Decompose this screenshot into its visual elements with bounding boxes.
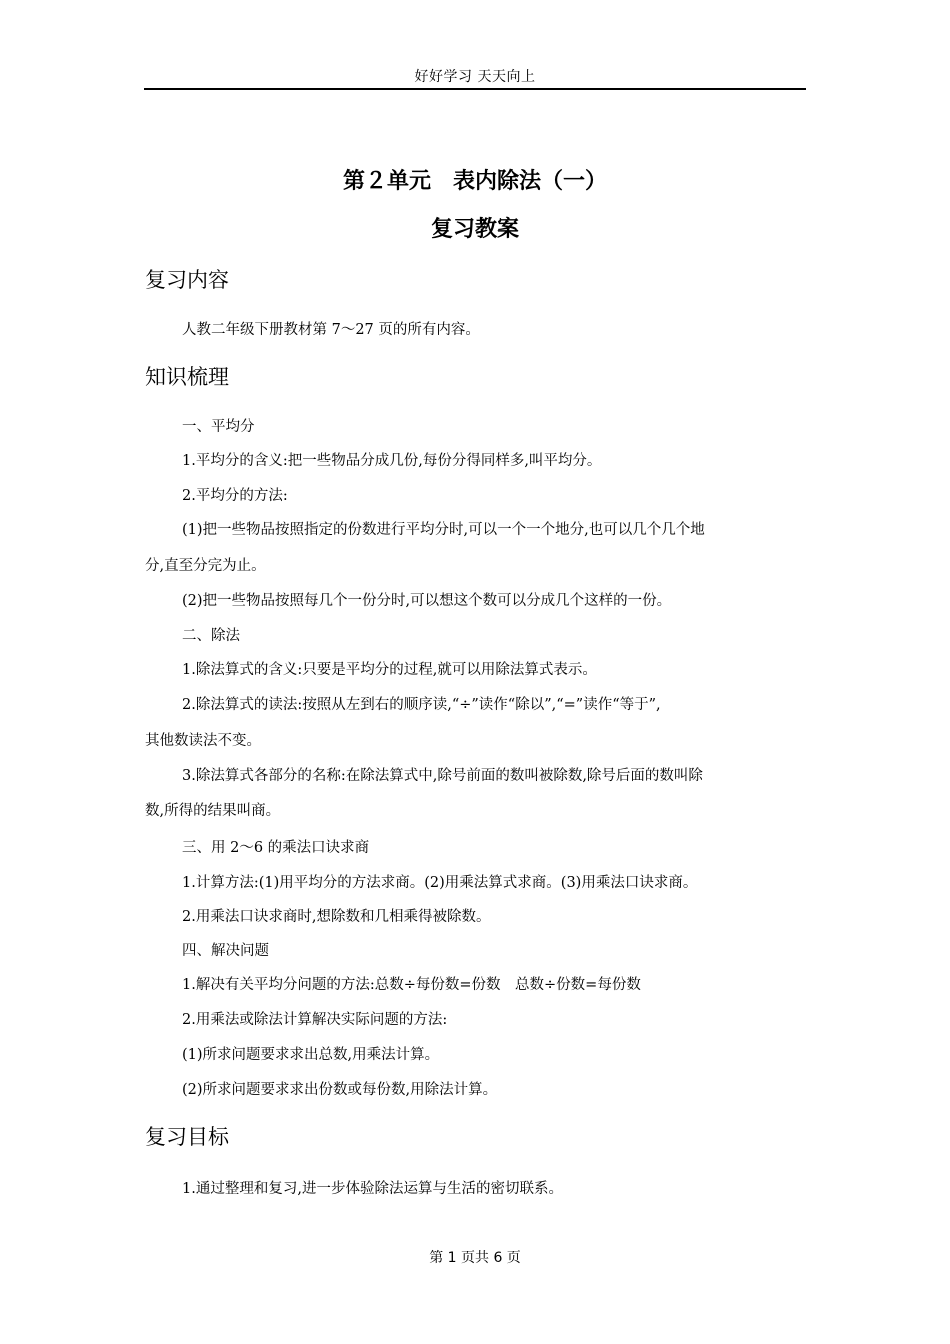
section-heading-content: 复习内容 <box>145 268 229 292</box>
page-header: 好好学习 天天向上 <box>414 69 536 85</box>
knowledge-item-title: 一、平均分 <box>182 419 255 435</box>
knowledge-paragraph: (2)把一些物品按照每几个一份分时,可以想这个数可以分成几个这样的一份。 <box>182 593 672 609</box>
knowledge-paragraph: (1)所求问题要求求出总数,用乘法计算。 <box>182 1047 440 1063</box>
knowledge-paragraph-continued: 数,所得的结果叫商。 <box>145 803 281 819</box>
knowledge-paragraph: 1.解决有关平均分问题的方法:总数÷每份数=份数 总数÷份数=每份数 <box>182 977 641 993</box>
knowledge-paragraph: 2.平均分的方法: <box>182 488 288 504</box>
header-divider <box>144 88 806 90</box>
goals-paragraph: 1.通过整理和复习,进一步体验除法运算与生活的密切联系。 <box>182 1181 563 1197</box>
knowledge-paragraph: 1.平均分的含义:把一些物品分成几份,每份分得同样多,叫平均分。 <box>182 453 602 469</box>
document-title: 第２单元 表内除法（一） <box>342 169 607 194</box>
knowledge-paragraph: 2.用乘法或除法计算解决实际问题的方法: <box>182 1012 448 1028</box>
knowledge-item-title: 四、解决问题 <box>182 943 269 959</box>
page-number: 第 1 页共 6 页 <box>429 1250 521 1266</box>
knowledge-paragraph: 1.除法算式的含义:只要是平均分的过程,就可以用除法算式表示。 <box>182 662 597 678</box>
document-subtitle: 复习教案 <box>430 217 519 242</box>
section-heading-knowledge: 知识梳理 <box>145 365 229 389</box>
knowledge-paragraph: 1.计算方法:(1)用平均分的方法求商。(2)用乘法算式求商。(3)用乘法口诀求商。 <box>182 875 698 891</box>
knowledge-paragraph: 3.除法算式各部分的名称:在除法算式中,除号前面的数叫被除数,除号后面的数叫除 <box>182 768 703 784</box>
content-text: 人教二年级下册教材第 7～27 页的所有内容。 <box>182 322 480 338</box>
knowledge-paragraph: (2)所求问题要求求出份数或每份数,用除法计算。 <box>182 1082 498 1098</box>
knowledge-paragraph-continued: 分,直至分完为止。 <box>145 558 266 574</box>
knowledge-paragraph-continued: 其他数读法不变。 <box>145 733 261 749</box>
knowledge-item-title: 二、除法 <box>182 628 240 644</box>
section-heading-goals: 复习目标 <box>145 1125 229 1149</box>
knowledge-paragraph: 2.除法算式的读法:按照从左到右的顺序读,“÷”读作“除以”,“=”读作“等于”, <box>182 697 661 713</box>
knowledge-item-title: 三、用 2～6 的乘法口诀求商 <box>182 840 370 856</box>
knowledge-paragraph: (1)把一些物品按照指定的份数进行平均分时,可以一个一个地分,也可以几个几个地 <box>182 522 705 538</box>
knowledge-paragraph: 2.用乘法口诀求商时,想除数和几相乘得被除数。 <box>182 909 491 925</box>
